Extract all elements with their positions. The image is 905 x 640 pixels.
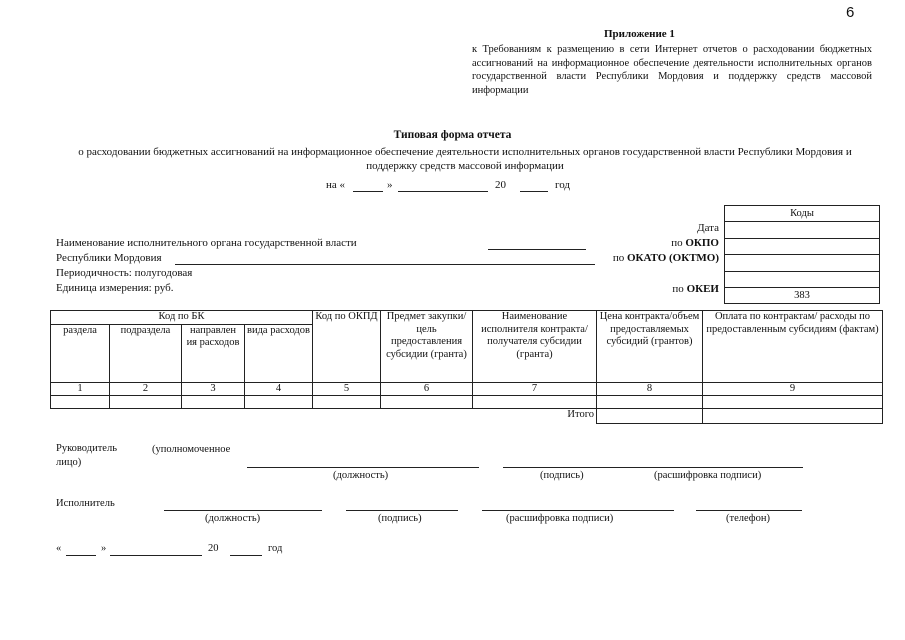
table-cell[interactable] (313, 396, 381, 409)
head-label: Руководитель (56, 443, 117, 454)
code-okato-cell[interactable] (725, 255, 879, 271)
form-subtitle: о расходовании бюджетных ассигнований на информационное обеспечение деятельности исполнительных органов государственной власти Республики Мордовия и поддержку средств массовой информации (78, 146, 852, 172)
sig-date-year-field[interactable] (230, 555, 262, 556)
header-subsection: подраздела (110, 324, 182, 382)
header-subject: Предмет закупки/цель предоставления субсидии (гранта) (381, 311, 473, 383)
table-number-row (51, 382, 883, 396)
code-empty-cell[interactable] (725, 272, 879, 288)
date-day-field[interactable] (353, 191, 383, 192)
date-month-field[interactable] (398, 191, 488, 192)
codes-header: Коды (725, 206, 879, 222)
okpo-prefix: по (671, 237, 683, 249)
head-signature-field[interactable] (503, 467, 803, 468)
header-okpd: Код по ОКПД (313, 311, 381, 383)
executor-decoding-field[interactable] (482, 510, 674, 511)
header-payment: Оплата по контрактам/ расходы по предоставленным субсидиям (фактам) (703, 311, 883, 383)
table-cell[interactable] (381, 396, 473, 409)
executor-label: Исполнитель (56, 498, 115, 509)
date-close-quote: » (387, 179, 393, 191)
header-direction: направлен ия расходов (182, 324, 245, 382)
code-okei-label (672, 283, 719, 295)
codes-box (724, 205, 880, 304)
executor-phone-field[interactable] (696, 510, 802, 511)
date-year-field[interactable] (520, 191, 548, 192)
table-total-row (51, 409, 883, 424)
table-cell[interactable] (597, 396, 703, 409)
total-price-cell[interactable] (597, 409, 703, 424)
header-price: Цена контракта/объем предоставляемых субсидий (грантов) (597, 311, 703, 383)
appendix-text: к Требованиям к размещению в сети Интернет отчетов о расходовании бюджетных ассигнований на информационное обеспечение деятельности исполнительных органов государственной власти Республики Мордовия и поддержку средств массовой информации (472, 44, 872, 96)
org-name-field-2[interactable] (175, 264, 595, 265)
org-label: Наименование исполнительного органа государственной власти (56, 237, 357, 249)
col-number: 7 (473, 382, 597, 396)
executor-phone-caption: (телефон) (726, 513, 770, 524)
executor-position-field[interactable] (164, 510, 322, 511)
header-bk-group: Код по БК (51, 311, 313, 325)
total-label: Итого (51, 409, 597, 424)
sig-date-year-suffix: год (268, 543, 283, 554)
okei-name: ОКЕИ (686, 283, 719, 295)
okato-name: ОКАТО (ОКТМО) (627, 252, 719, 264)
okato-prefix: по (612, 252, 625, 264)
col-number: 4 (245, 382, 313, 396)
head-signature-caption: (подпись) (540, 470, 584, 481)
table-cell[interactable] (703, 396, 883, 409)
code-okato-label (613, 252, 719, 264)
table-row (51, 396, 883, 409)
table-cell[interactable] (473, 396, 597, 409)
code-okpo-label (671, 237, 719, 249)
sig-date-day-field[interactable] (66, 555, 96, 556)
appendix-title: Приложение 1 (604, 28, 675, 40)
col-number: 6 (381, 382, 473, 396)
col-number: 3 (182, 382, 245, 396)
head-note: (уполномоченное лицо) (56, 444, 231, 468)
code-okpo-cell[interactable] (725, 239, 879, 255)
org-name-field[interactable] (488, 249, 586, 250)
head-decoding-caption: (расшифровка подписи) (654, 470, 762, 481)
head-position-field[interactable] (247, 467, 479, 468)
date-year-prefix: 20 (495, 179, 506, 191)
periodicity-label: Периодичность: полугодовая (56, 267, 193, 279)
org-label-line2: Республики Мордовия (56, 252, 162, 264)
page-number: 6 (846, 4, 855, 21)
col-number: 8 (597, 382, 703, 396)
sig-date-close: » (101, 543, 107, 554)
unit-label: Единица измерения: руб. (56, 282, 174, 294)
date-year-suffix: год (555, 179, 571, 191)
table-header-row-1 (51, 311, 883, 325)
header-executor: Наименование исполнителя контракта/получателя субсидии (гранта) (473, 311, 597, 383)
sig-date-month-field[interactable] (110, 555, 202, 556)
total-payment-cell[interactable] (703, 409, 883, 424)
report-table (50, 310, 883, 424)
okpo-name: ОКПО (685, 237, 719, 249)
code-date-label: Дата (697, 222, 719, 234)
col-number: 1 (51, 382, 110, 396)
head-position-caption: (должность) (333, 470, 389, 481)
form-title: Типовая форма отчета (393, 129, 512, 141)
table-cell[interactable] (51, 396, 110, 409)
okei-prefix: по (672, 283, 684, 295)
code-okei-cell: 383 (794, 289, 810, 301)
sig-date-year-prefix: 20 (208, 543, 219, 554)
col-number: 9 (703, 382, 883, 396)
executor-signature-field[interactable] (346, 510, 458, 511)
executor-signature-caption: (подпись) (378, 513, 422, 524)
executor-decoding-caption: (расшифровка подписи) (506, 513, 614, 524)
executor-position-caption: (должность) (205, 513, 261, 524)
table-cell[interactable] (245, 396, 313, 409)
date-open-quote: на « (326, 179, 346, 191)
col-number: 5 (313, 382, 381, 396)
sig-date-open: « (56, 543, 62, 554)
header-section: раздела (51, 324, 110, 382)
table-cell[interactable] (182, 396, 245, 409)
table-cell[interactable] (110, 396, 182, 409)
code-date-cell[interactable] (725, 222, 879, 238)
header-expense-type: вида расходов (245, 324, 313, 382)
col-number: 2 (110, 382, 182, 396)
